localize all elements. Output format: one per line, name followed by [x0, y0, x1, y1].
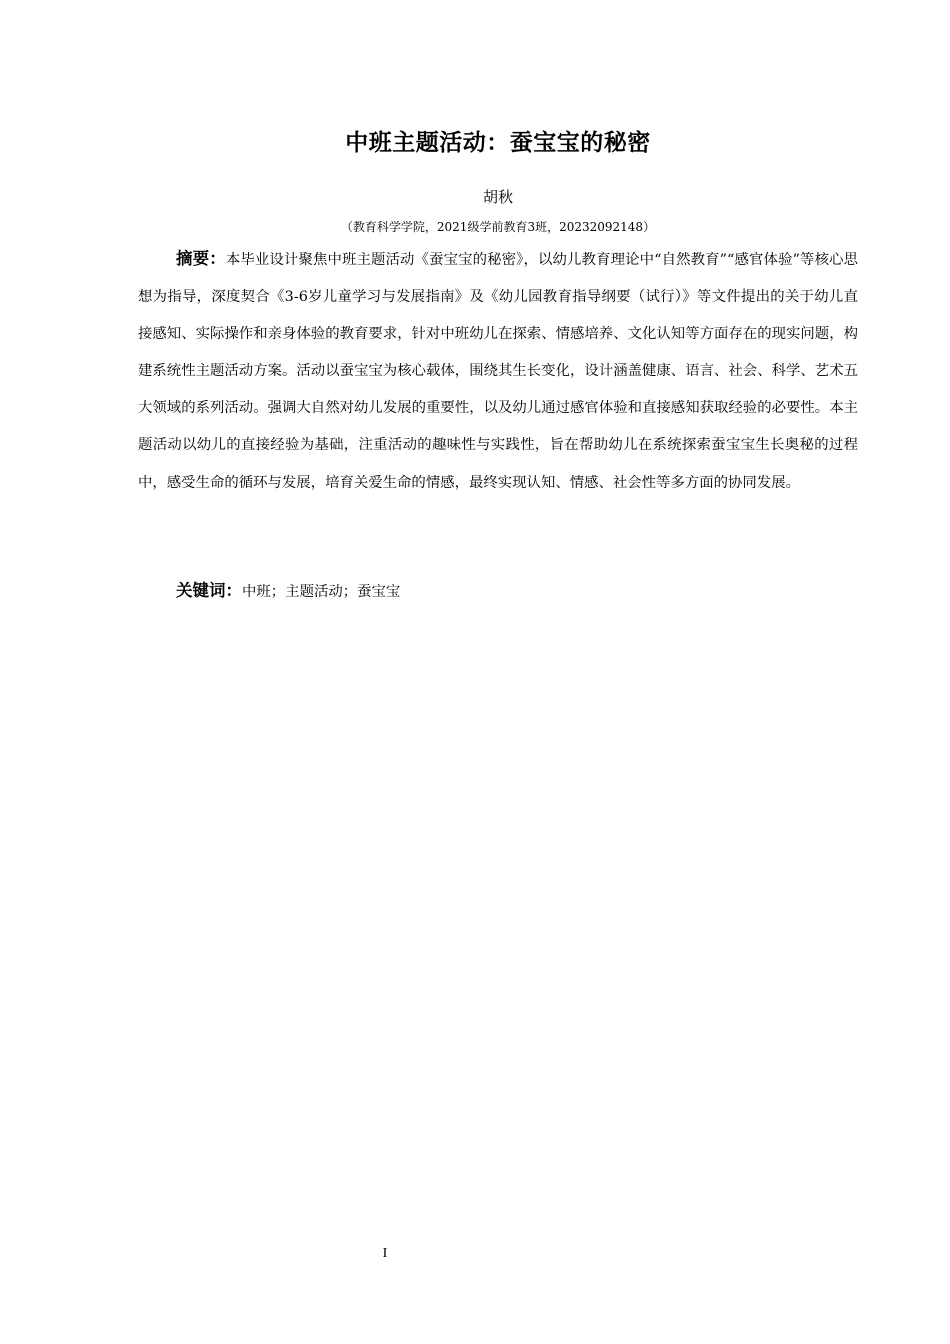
keywords-text: 中班；主题活动；蚕宝宝 [242, 584, 401, 600]
keywords-line [176, 572, 856, 611]
keywords-label: 关键词： [176, 581, 242, 600]
abstract-paragraph [138, 240, 858, 502]
abstract-label: 摘要： [176, 249, 226, 268]
paper-title: 中班主题活动：蚕宝宝的秘密 [345, 130, 651, 156]
abstract-text: 本毕业设计聚焦中班主题活动《蚕宝宝的秘密》，以幼儿教育理论中“自然教育”“感官体验”等核心思想为指导，深度契合《3-6岁儿童学习与发展指南》及《幼儿园教育指导纲要（试行）》等文件提出的关于幼儿直接感知、实际操作和亲身体验的教育要求，针对中班幼儿在探索、情感培养、文化认知等方面存在的现实问题，构建系统性主题活动方案。活动以蚕宝宝为核心载体，围绕其生长变化，设计涵盖健康、语言、社会、科学、艺术五大领域的系列活动。强调大自然对幼儿发展的重要性，以及幼儿通过感官体验和直接感知获取经验的必要性。本主题活动以幼儿的直接经验为基础，注重活动的趣味性与实践性，旨在帮助幼儿在系统探索蚕宝宝生长奥秘的过程中，感受生命的循环与发展，培育关爱生命的情感，最终实现认知、情感、社会性等多方面的协同发展。 [138, 252, 858, 491]
author-affiliation: （教育科学学院，2021级学前教育3班，20232092148） [340, 220, 656, 234]
author-name: 胡秋 [482, 188, 513, 206]
page-number: I [382, 1246, 388, 1261]
